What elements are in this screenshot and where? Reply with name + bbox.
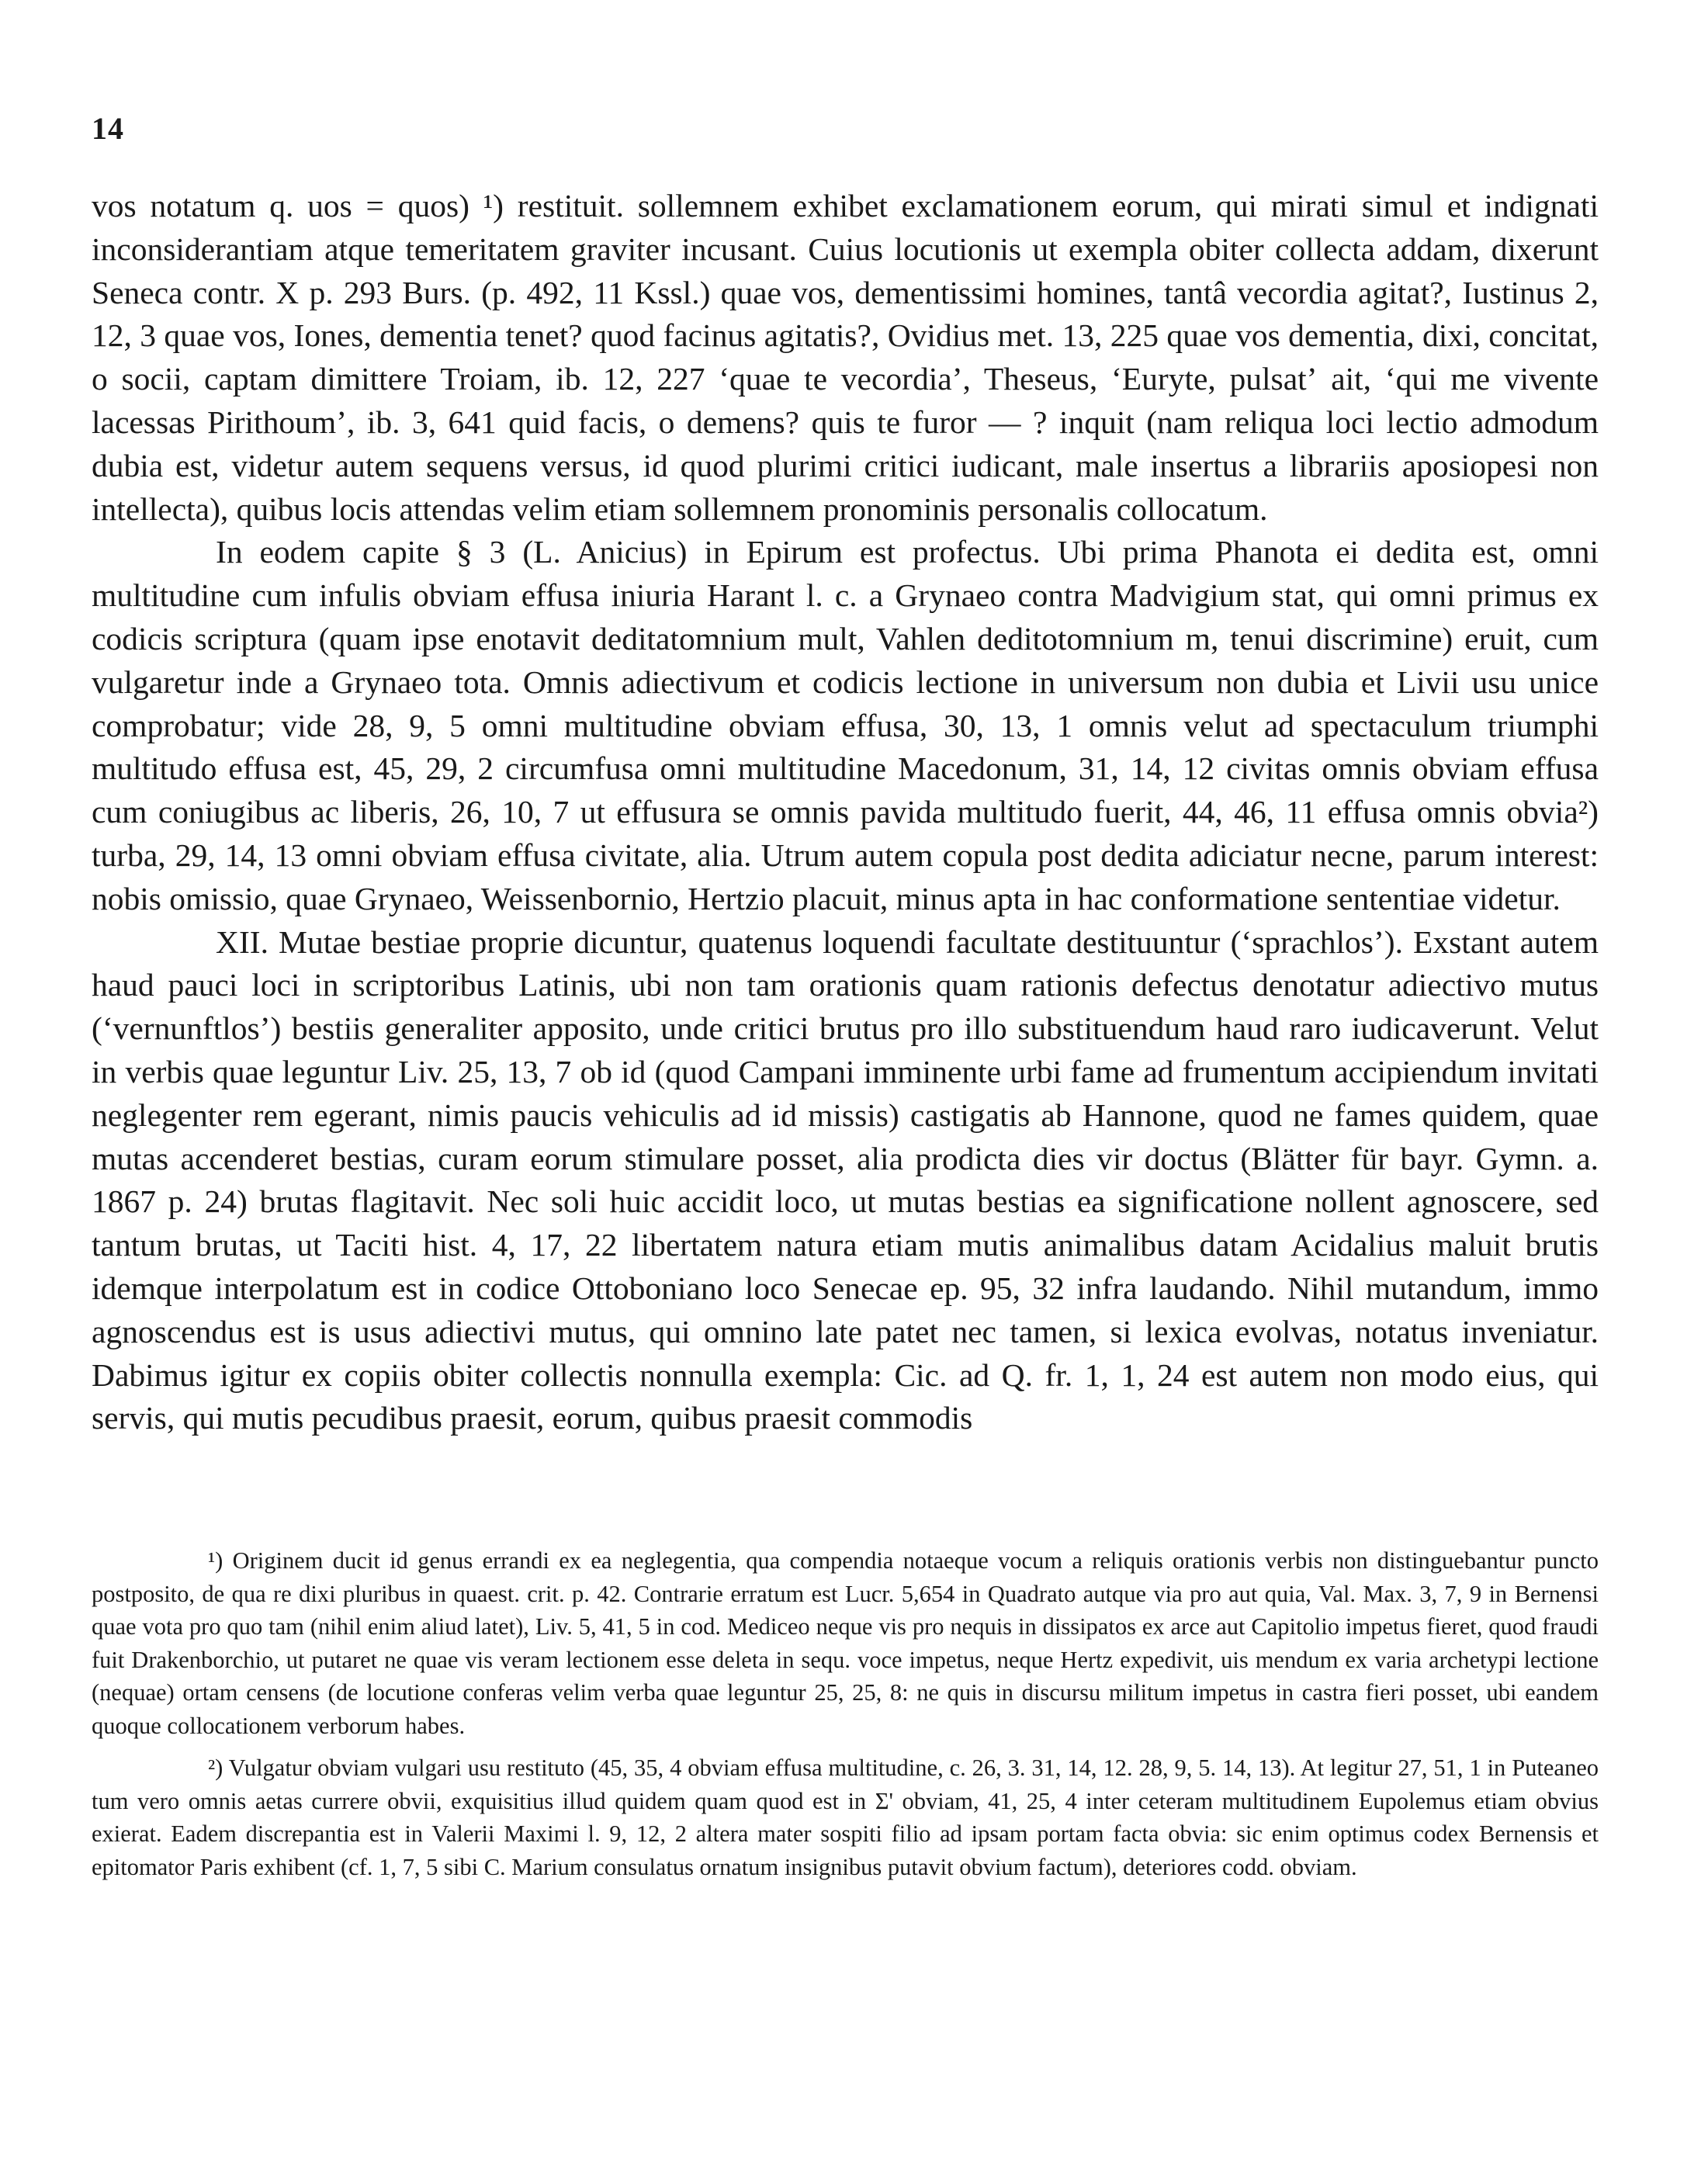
page-number: 14 <box>92 111 124 146</box>
footnotes <box>92 1544 1599 1883</box>
paragraph-3: XII. Mutae bestiae proprie dicuntur, quatenus loquendi facultate destituuntur (ʻsprachlosʼ). Exstant autem haud pauci loci in scriptoribus Latinis, ubi non tam orationis quam rationis defectus denotatur adiectivo mutus (ʻvernunftlosʼ) bestiis generaliter apposito, unde critici brutus pro illo substituendum haud raro iudicaverunt. Velut in verbis quae leguntur Liv. 25, 13, 7 ob id (quod Campani imminente urbi fame ad frumentum accipiendum invitati neglegenter rem egerant, nimis paucis vehiculis ad id missis) castigatis ab Hannone, quod ne fames quidem, quae mutas accenderet bestias, curam eorum stimulare posset, alia prodicta dies vir doctus (Blätter für bayr. Gymn. a. 1867 p. 24) brutas flagitavit. Nec soli huic accidit loco, ut mutas bestias ea significatione nollent agnoscere, sed tantum brutas, ut Taciti hist. 4, 17, 22 libertatem natura etiam mutis animalibus datam Acidalius maluit brutis idemque interpolatum est in codice Ottoboniano loco Senecae ep. 95, 32 infra laudando. Nihil mutandum, immo agnoscendus est is usus adiectivi mutus, qui omnino late patet nec tamen, si lexica evolvas, notatus inveniatur. Dabimus igitur ex copiis obiter collectis nonnulla exempla: Cic. ad Q. fr. 1, 1, 24 est autem non modo eius, qui servis, qui mutis pecudibus praesit, eorum, quibus praesit commodis <box>92 923 1599 1436</box>
paragraph-2: In eodem capite § 3 (L. Anicius) in Epirum est profectus. Ubi prima Phanota ei dedita est, omni multitudine cum infulis obviam effusa iniuria Harant l. c. a Grynaeo contra Madvigium stat, qui omni primus ex codicis scriptura (quam ipse enotavit deditatomnium mult, Vahlen deditotomnium m, tenui discrimine) eruit, cum vulgaretur inde a Grynaeo tota. Omnis adiectivum et codicis lectione in universum non dubia et Livii usu unice comprobatur; vide 28, 9, 5 omni multitudine obviam effusa, 30, 13, 1 omnis velut ad spectaculum triumphi multitudo effusa est, 45, 29, 2 circumfusa omni multitudine Macedonum, 31, 14, 12 civitas omnis obviam effusa cum coniugibus ac liberis, 26, 10, 7 ut effusura se omnis pavida multitudo fuerit, 44, 46, 11 effusa omnis obvia²) turba, 29, 14, 13 omni obviam effusa civitate, alia. Utrum autem copula post dedita adiciatur necne, parum interest: nobis omissio, quae Grynaeo, Weissenbornio, Hertzio placuit, minus apta in hac conformatione sententiae videtur. <box>92 534 1599 916</box>
main-text <box>92 185 1599 1440</box>
footnote-2: ²) Vulgatur obviam vulgari usu restituto (45, 35, 4 obviam effusa multitudine, c. 26, 3. 31, 14, 12. 28, 9, 5. 14, 13). At legitur 27, 51, 1 in Puteaneo tum vero omnis aetas currere obvii, exquisitius illud quidem quam quod est in Σ' obviam, 41, 25, 4 inter ceteram multitudinem Eupolemus etiam obvius exierat. Eadem discrepantia est in Valerii Maximi l. 9, 12, 2 altera mater sospiti filio ad ipsam portam facta obvia: sic enim optimus codex Bernensis et epitomator Paris exhibent (cf. 1, 7, 5 sibi C. Marium consulatus ornatum insignibus putavit obvium factum), deteriores codd. obviam. <box>92 1755 1599 1880</box>
footnote-1: ¹) Originem ducit id genus errandi ex ea neglegentia, qua compendia notaeque vocum a reliquis orationis verbis non distinguebantur puncto postposito, de qua re dixi pluribus in quaest. crit. p. 42. Contrarie erratum est Lucr. 5,654 in Quadrato autque via pro aut quia, Val. Max. 3, 7, 9 in Bernensi quae vota pro quo tam (nihil enim aliud latet), Liv. 5, 41, 5 in cod. Mediceo neque vis pro nequis in dissipatos ex arce aut Capitolio impetus fieret, quod fraudi fuit Drakenborchio, ut putaret ne quae vis veram lectionem esse deleta in sequ. voce impetus, neque Hertz expedivit, uis mendum ex varia archetypi lectione (nequae) ortam censens (de locutione conferas velim verba quae leguntur 25, 25, 8: ne quis in discursu militum impetus in castra fieri posset, ubi eandem quoque collocationem verborum habes. <box>92 1547 1599 1739</box>
paragraph-1: vos notatum q. uos = quos) ¹) restituit. sollemnem exhibet exclamationem eorum, qui mirati simul et indignati inconsiderantiam atque temeritatem graviter incusant. Cuius locutionis ut exempla obiter collecta addam, dixerunt Seneca contr. X p. 293 Burs. (p. 492, 11 Kssl.) quae vos, dementissimi homines, tantâ vecordia agitat?, Iustinus 2, 12, 3 quae vos, Iones, dementia tenet? quod facinus agitatis?, Ovidius met. 13, 225 quae vos dementia, dixi, concitat, o socii, captam dimittere Troiam, ib. 12, 227 ʻquae te vecordiaʼ, Theseus, ʻEuryte, pulsatʼ ait, ʻqui me vivente lacessas Pirithoumʼ, ib. 3, 641 quid facis, o demens? quis te furor — ? inquit (nam reliqua loci lectio admodum dubia est, videtur autem sequens versus, id quod plurimi critici iudicant, male insertus a librariis aposiopesi non intellecta), quibus locis attendas velim etiam sollemnem pronominis personalis collocatum. <box>92 188 1599 527</box>
